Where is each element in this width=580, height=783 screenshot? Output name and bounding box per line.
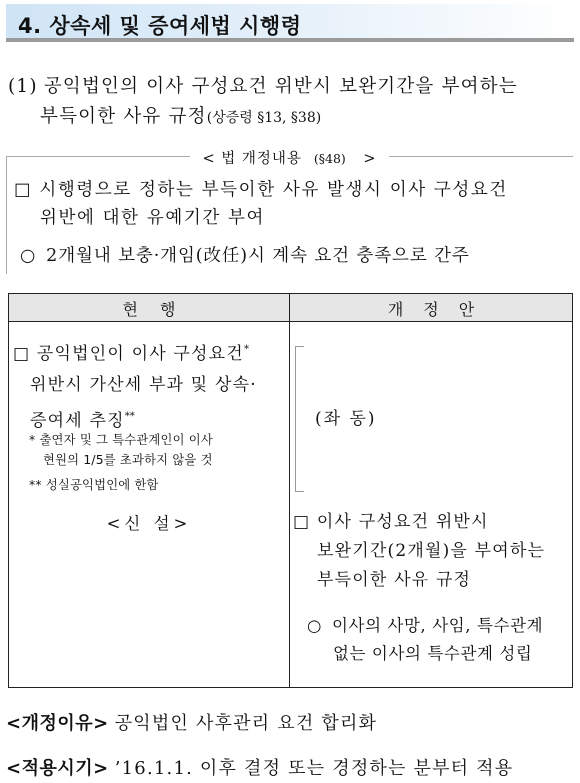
proposed-line2: 보완기간(2개월)을 부여하는 xyxy=(317,541,546,561)
item-1-line1: 공익법인의 이사 구성요건 위반시 보완기간을 부여하는 xyxy=(43,76,518,97)
law-change-item xyxy=(14,176,569,232)
section-header xyxy=(6,4,574,42)
footnote-mark-2: ** xyxy=(124,411,135,422)
current-line2: 위반시 가산세 부과 및 상속· xyxy=(30,375,257,395)
reason-line xyxy=(6,709,377,735)
footnote-1-line1: 출연자 및 그 특수관계인이 이사 xyxy=(39,433,213,447)
item-1-reference: (상증령 §13, §38) xyxy=(206,110,322,126)
footnote-mark-1: * xyxy=(243,344,249,355)
law-change-legend xyxy=(6,147,573,168)
legend-close: > xyxy=(352,151,383,167)
proposed-line3: 부득이한 사유 규정 xyxy=(317,570,472,590)
law-change-subitem xyxy=(20,242,470,267)
footnote-1 xyxy=(29,430,291,470)
comparison-table xyxy=(8,293,573,688)
bracket-line xyxy=(295,346,304,492)
effective-date-line xyxy=(6,754,513,780)
reason-label: <개정이유> xyxy=(6,713,109,734)
effective-date-label: <적용시기> xyxy=(6,758,109,779)
footnote-1-line2: 현원의 1/5를 초과하지 않을 것 xyxy=(43,453,213,467)
legend-ref: (§48) xyxy=(308,151,352,166)
proposed-line1: 이사 구성요건 위반시 xyxy=(316,512,489,532)
current-item xyxy=(13,334,287,437)
circle-bullet: ○ xyxy=(20,246,37,266)
header-current: 현행 xyxy=(122,300,198,319)
footnote-2-mark: ** xyxy=(29,478,42,492)
header-proposed: 개정안 xyxy=(387,300,495,319)
circle-bullet: ○ xyxy=(307,616,322,635)
law-change-subtext: 2개월내 보충·개임(改任)시 계속 요건 충족으로 간주 xyxy=(46,246,470,266)
current-line3: 증여세 추징 xyxy=(30,411,125,431)
reason-text: 공익법인 사후관리 요건 합리화 xyxy=(114,713,378,734)
checkbox-bullet: □ xyxy=(293,512,311,532)
section-title: 4. 상속세 및 증여세법 시행령 xyxy=(18,14,302,38)
law-change-box xyxy=(6,151,573,274)
legend-text: < 법 개정내용 xyxy=(196,151,307,167)
footnote-2 xyxy=(29,475,291,495)
checkbox-bullet: □ xyxy=(13,344,31,364)
footnote-1-mark: * xyxy=(29,433,36,447)
new-provision-label: <신 설> xyxy=(106,514,192,533)
item-1-number: (1) xyxy=(8,76,38,97)
current-line1: 공익법인이 이사 구성요건 xyxy=(36,344,244,364)
item-1-heading xyxy=(8,72,574,133)
checkbox-bullet: □ xyxy=(14,180,33,200)
item-1-line2: 부득이한 사유 규정 xyxy=(40,106,207,127)
effective-date-text: ’16.1.1. 이후 결정 또는 경정하는 분부터 적용 xyxy=(114,758,514,779)
proposed-sub-line2: 없는 이사의 특수관계 성립 xyxy=(333,644,533,663)
same-as-left-label: (좌 동) xyxy=(315,409,377,429)
law-change-line1: 시행령으로 정하는 부득이한 사유 발생시 이사 구성요건 xyxy=(39,180,508,200)
proposed-subitem xyxy=(307,612,569,668)
law-change-line2: 위반에 대한 유예기간 부여 xyxy=(40,208,266,228)
footnote-2-text: 성실공익법인에 한함 xyxy=(45,478,159,492)
proposed-item xyxy=(293,508,571,595)
proposed-sub-line1: 이사의 사망, 사임, 특수관계 xyxy=(332,616,544,635)
